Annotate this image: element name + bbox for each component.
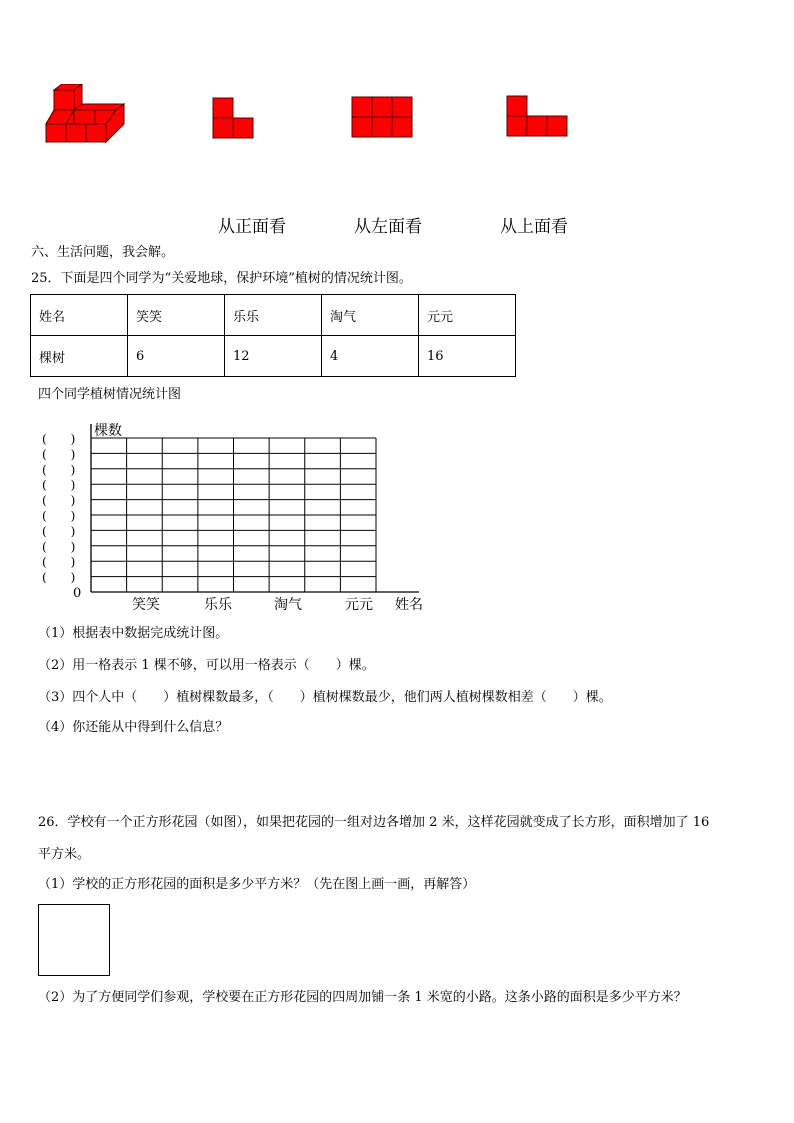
- y-tick-placeholder: ( ): [42, 478, 76, 493]
- left-view-label: 从左面看: [354, 217, 422, 237]
- front-view-label: 从正面看: [218, 217, 286, 237]
- q26-sub1: （1）学校的正方形花园的面积是多少平方米？（先在图上画一画，再解答）: [38, 877, 476, 892]
- y-axis-label: 棵数: [94, 423, 122, 439]
- section-heading: 六、生活问题，我会解。: [31, 245, 175, 260]
- x-tick-label: 元元: [345, 597, 373, 613]
- tree-data-table: [30, 294, 516, 377]
- q25-sub4: （4）你还能从中得到什么信息？: [38, 720, 229, 735]
- table-cell: 12: [225, 336, 322, 377]
- left-view-figure: [351, 96, 413, 138]
- x-tick-label: 笑笑: [132, 597, 160, 613]
- table-cell: 棵树: [31, 336, 128, 377]
- y-tick-placeholder: ( ): [42, 539, 76, 554]
- y-tick-placeholder: ( ): [42, 570, 76, 585]
- table-cell: 淘气: [322, 295, 419, 336]
- table-cell: 元元: [419, 295, 516, 336]
- q25-sub2: （2）用一格表示 1 棵不够，可以用一格表示（ ）棵。: [38, 658, 375, 673]
- cube-stack-3d-figure: [44, 84, 128, 146]
- x-tick-label: 淘气: [274, 597, 302, 613]
- table-cell: 笑笑: [128, 295, 225, 336]
- table-cell: 姓名: [31, 295, 128, 336]
- q25-intro: 25．下面是四个同学为“关爱地球，保护环境”植树的情况统计图。: [31, 271, 412, 286]
- table-cell: 乐乐: [225, 295, 322, 336]
- bar-chart-grid: [36, 410, 436, 620]
- table-row: [31, 295, 516, 336]
- top-view-figure: [506, 95, 570, 137]
- y-tick-placeholder: ( ): [42, 524, 76, 539]
- q26-intro-line1: 26．学校有一个正方形花园（如图），如果把花园的一组对边各增加 2 米，这样花园就变成了长方形，面积增加了 16: [38, 815, 710, 830]
- y-tick-placeholder: ( ): [42, 509, 76, 523]
- chart-title: 四个同学植树情况统计图: [38, 387, 182, 402]
- q25-sub3: （3）四个人中（ ）植树棵数最多，（ ）植树棵数最少，他们两人植树棵数相差（ ）棵。: [38, 690, 612, 705]
- x-tick-label: 乐乐: [204, 597, 232, 613]
- top-view-label: 从上面看: [500, 217, 568, 237]
- front-view-figure: [212, 97, 256, 139]
- y-tick-placeholder: ( ): [42, 447, 76, 462]
- origin-label: 0: [73, 586, 82, 601]
- q25-sub1: （1）根据表中数据完成统计图。: [38, 626, 229, 641]
- y-tick-placeholder: ( ): [42, 432, 76, 446]
- y-tick-placeholder: ( ): [42, 555, 76, 570]
- table-cell: 6: [128, 336, 225, 377]
- y-tick-placeholder: ( ): [42, 462, 76, 477]
- table-row: [31, 336, 516, 377]
- y-tick-placeholder: ( ): [42, 493, 76, 508]
- q26-intro-line2: 平方米。: [38, 847, 91, 862]
- table-cell: 16: [419, 336, 516, 377]
- q26-sub2: （2）为了方便同学们参观，学校要在正方形花园的四周加铺一条 1 米宽的小路。这条小路的面积是多少平方米？: [38, 990, 687, 1005]
- square-garden-figure: [38, 904, 110, 976]
- table-cell: 4: [322, 336, 419, 377]
- x-axis-label: 姓名: [395, 597, 423, 613]
